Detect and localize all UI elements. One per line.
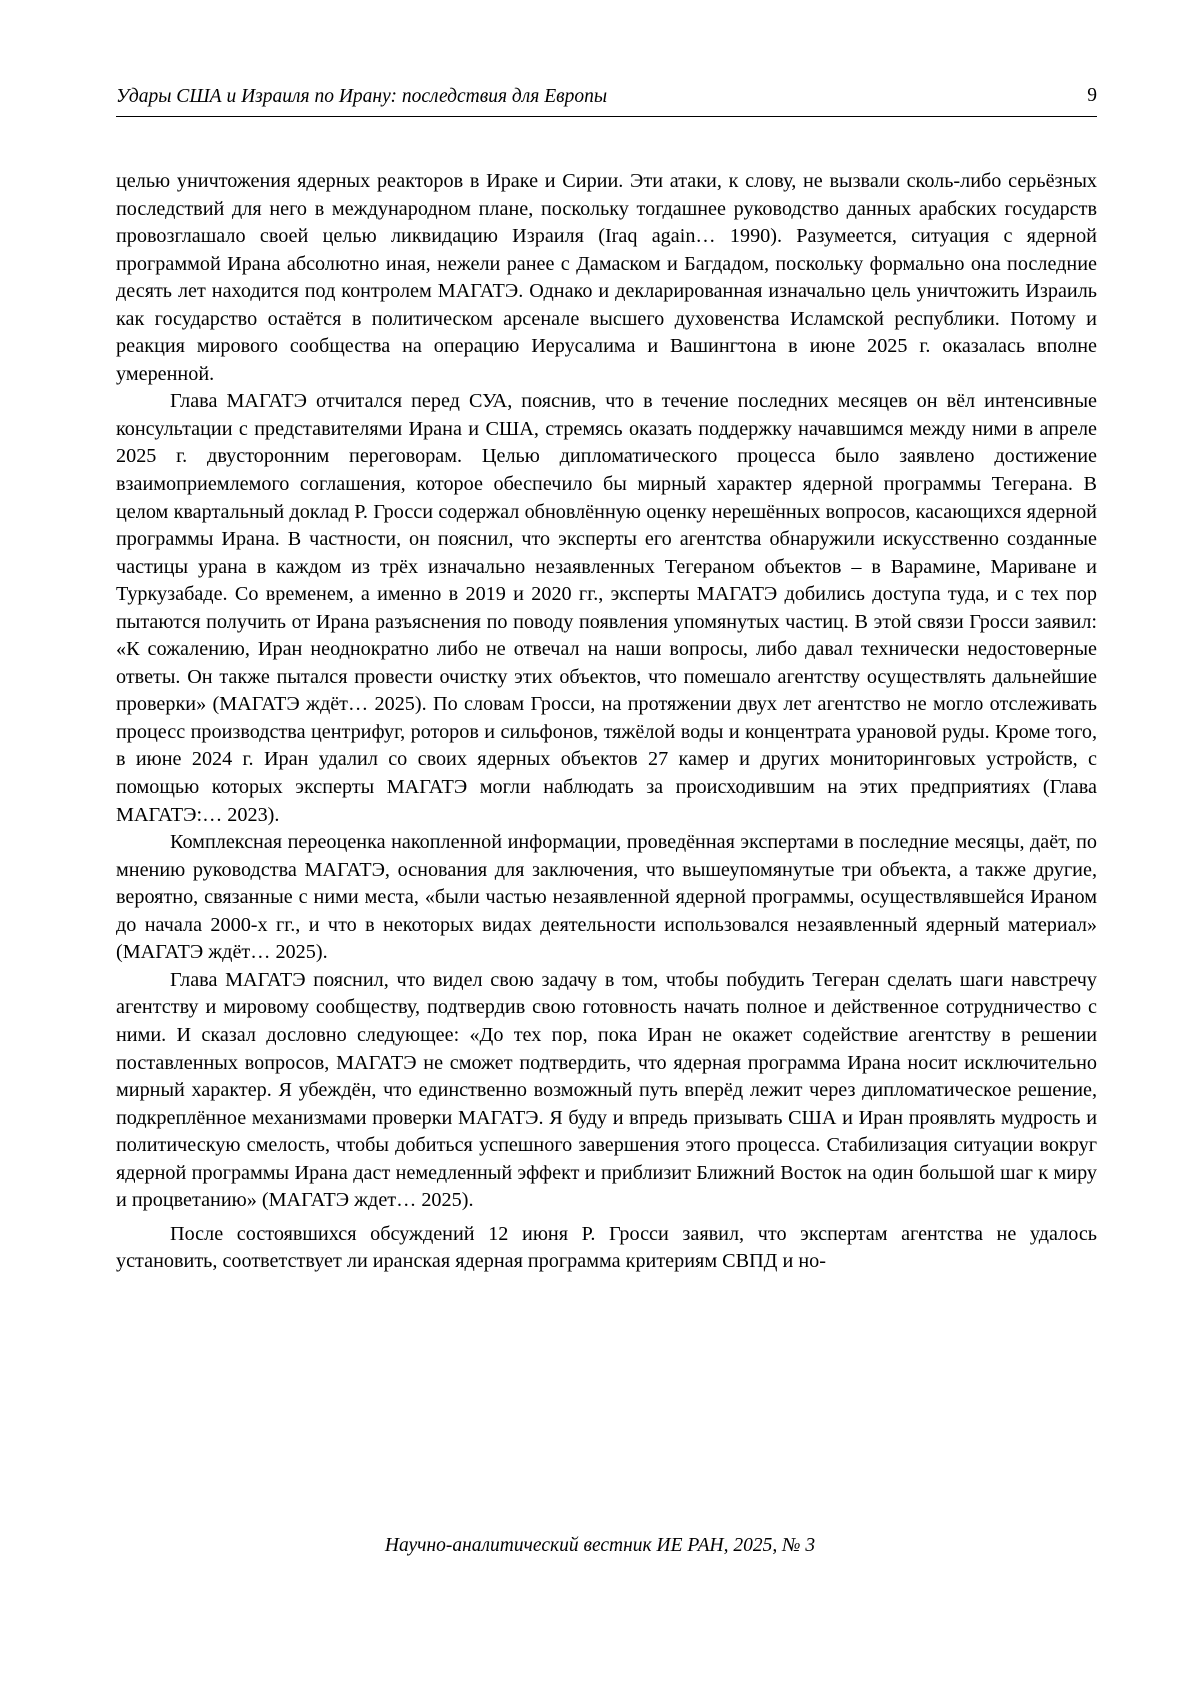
running-header (116, 82, 1097, 117)
article-body (116, 168, 1097, 1276)
page-number: 9 (1087, 85, 1097, 106)
paragraph-1: целью уничтожения ядерных реакторов в Ираке и Сирии. Эти атаки, к слову, не вызвали сколь-либо серьёзных последствий для него в международном плане, поскольку тогдашнее руководство данных арабских государств провозглашало своей целью ликвидацию Израиля (Iraq again… 1990). Разумеется, ситуация с ядерной программой Ирана абсолютно иная, нежели ранее с Дамаском и Багдадом, поскольку формально она последние десять лет находится под контролем МАГАТЭ. Однако и декларированная изначально цель уничтожить Израиль как государство остаётся в политическом арсенале высшего духовенства Исламской республики. Потому и реакция мирового сообщества на операцию Иерусалима и Вашингтона в июне 2025 г. оказалась вполне умеренной. (116, 170, 1097, 385)
running-title: Удары США и Израиля по Ирану: последствия для Европы (116, 86, 608, 107)
paragraph-3: Комплексная переоценка накопленной информации, проведённая экспертами в последние месяцы, даёт, по мнению руководства МАГАТЭ, основания для заключения, что вышеупомянутые три объекта, а также другие, вероятно, связанные с ними места, «были частью незаявленной ядерной программы, осуществлявшейся Ираном до начала 2000-х гг., и что в некоторых видах деятельности использовался незаявленный ядерный материал» (МАГАТЭ ждёт… 2025). (116, 831, 1097, 964)
paragraph-5: После состоявшихся обсуждений 12 июня Р. Гросси заявил, что экспертам агентства не удалось установить, соответствует ли иранская ядерная программа критериям СВПД и но- (116, 1222, 1097, 1273)
paragraph-2: Глава МАГАТЭ отчитался перед СУА, пояснив, что в течение последних месяцев он вёл интенсивные консультации с представителями Ирана и США, стремясь оказать поддержку начавшимся между ними в апреле 2025 г. двусторонним переговорам. Целью дипломатического процесса было заявлено достижение взаимоприемлемого соглашения, которое обеспечило бы мирный характер ядерной программы Тегерана. В целом квартальный доклад Р. Гросси содержал обновлённую оценку нерешённых вопросов, касающихся ядерной программы Ирана. В частности, он пояснил, что эксперты его агентства обнаружили искусственно созданные частицы урана в каждом из трёх изначально незаявленных Тегераном объектов – в Варамине, Мариване и Туркузабаде. Со временем, а именно в 2019 и 2020 гг., эксперты МАГАТЭ добились доступа туда, и с тех пор пытаются получить от Ирана разъяснения по поводу появления упомянутых частиц. В этой связи Гросси заявил: «К сожалению, Иран неоднократно либо не отвечал на наши вопросы, либо давал технически недостоверные ответы. Он также пытался провести очистку этих объектов, что помешало агентству осуществлять дальнейшие проверки» (МАГАТЭ ждёт… 2025). По словам Гросси, на протяжении двух лет агентство не могло отслеживать процесс производства центрифуг, роторов и сильфонов, тяжёлой воды и концентрата урановой руды. Кроме того, в июне 2024 г. Иран удалил со своих ядерных объектов 27 камер и других мониторинговых устройств, с помощью которых эксперты МАГАТЭ могли наблюдать за происходившим на этих предприятиях (Глава МАГАТЭ:… 2023). (116, 390, 1097, 826)
paragraph-4: Глава МАГАТЭ пояснил, что видел свою задачу в том, чтобы побудить Тегеран сделать шаги навстречу агентству и мировому сообществу, подтвердив свою готовность начать полное и действенное сотрудничество с ними. И сказал дословно следующее: «До тех пор, пока Иран не окажет содействие агентству в решении поставленных вопросов, МАГАТЭ не сможет подтвердить, что ядерная программа Ирана носит исключительно мирный характер. Я убеждён, что единственно возможный путь вперёд лежит через дипломатическое решение, подкреплённое механизмами проверки МАГАТЭ. Я буду и впредь призывать США и Иран проявлять мудрость и политическую смелость, чтобы добиться успешного завершения этого процесса. Стабилизация ситуации вокруг ядерной программы Ирана даст немедленный эффект и приблизит Ближний Восток на один большой шаг к миру и процветанию» (МАГАТЭ ждет… 2025). (116, 968, 1097, 1212)
journal-footer: Научно-аналитический вестник ИЕ РАН, 2025, № 3 (384, 1535, 816, 1556)
